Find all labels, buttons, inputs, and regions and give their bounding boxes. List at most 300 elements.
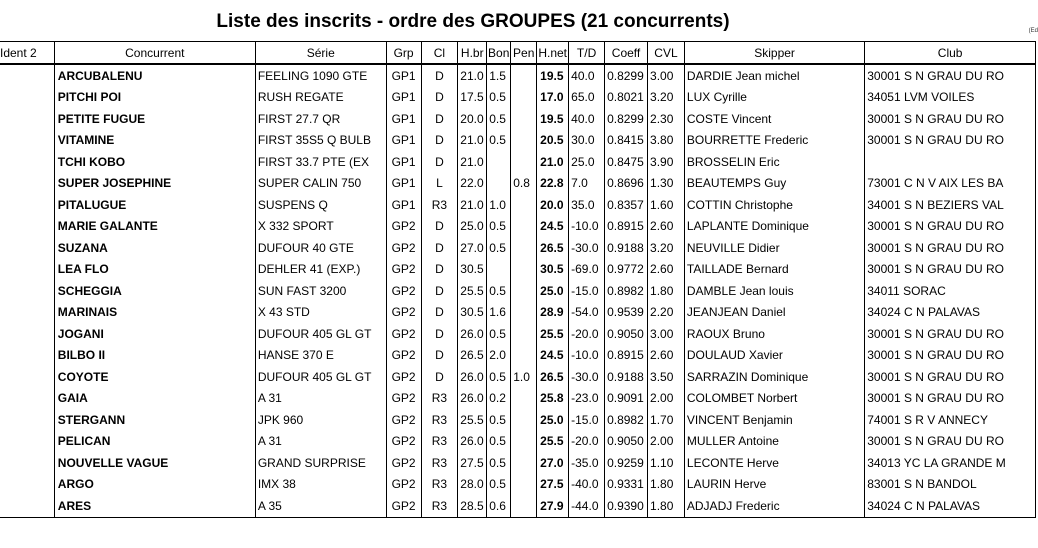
cell-cvl: 3.20 bbox=[648, 237, 685, 259]
cell-hbr: 21.0 bbox=[458, 64, 487, 87]
cell-pen bbox=[511, 452, 537, 474]
cell-club: 34024 C N PALAVAS bbox=[865, 495, 1036, 517]
cell-serie: FIRST 33.7 PTE (EX bbox=[255, 151, 386, 173]
cell-hnet: 19.5 bbox=[537, 64, 569, 87]
cell-ident bbox=[0, 237, 54, 259]
table-header-row bbox=[0, 42, 1036, 65]
table-row bbox=[0, 495, 1036, 517]
cell-hnet: 27.9 bbox=[537, 495, 569, 517]
cell-td: -15.0 bbox=[569, 280, 605, 302]
cell-td: 30.0 bbox=[569, 130, 605, 152]
cell-hnet: 24.5 bbox=[537, 216, 569, 238]
cell-pen bbox=[511, 130, 537, 152]
cell-cl: R3 bbox=[421, 388, 458, 410]
cell-skipper: NEUVILLE Didier bbox=[684, 237, 864, 259]
cell-ident bbox=[0, 151, 54, 173]
cell-serie: SUPER CALIN 750 bbox=[255, 173, 386, 195]
cell-concurrent: LEA FLO bbox=[54, 259, 255, 281]
cell-concurrent: MARINAIS bbox=[54, 302, 255, 324]
cell-bon: 1.5 bbox=[487, 64, 511, 87]
cell-club: 34024 C N PALAVAS bbox=[865, 302, 1036, 324]
cell-club bbox=[865, 151, 1036, 173]
cell-bon bbox=[487, 151, 511, 173]
cell-ident bbox=[0, 345, 54, 367]
cell-bon: 0.5 bbox=[487, 280, 511, 302]
cell-hbr: 25.5 bbox=[458, 280, 487, 302]
cell-club: 30001 S N GRAU DU RO bbox=[865, 366, 1036, 388]
cell-club: 30001 S N GRAU DU RO bbox=[865, 259, 1036, 281]
cell-hnet: 20.0 bbox=[537, 194, 569, 216]
cell-skipper: COTTIN Christophe bbox=[684, 194, 864, 216]
cell-serie: DUFOUR 405 GL GT bbox=[255, 323, 386, 345]
table-row bbox=[0, 302, 1036, 324]
cell-hbr: 25.5 bbox=[458, 409, 487, 431]
cell-grp: GP2 bbox=[386, 452, 421, 474]
cell-skipper: SARRAZIN Dominique bbox=[684, 366, 864, 388]
cell-pen bbox=[511, 259, 537, 281]
cell-cl: R3 bbox=[421, 409, 458, 431]
cell-cvl: 2.00 bbox=[648, 388, 685, 410]
cell-club: 34001 S N BEZIERS VAL bbox=[865, 194, 1036, 216]
table-row bbox=[0, 366, 1036, 388]
cell-concurrent: ARES bbox=[54, 495, 255, 517]
cell-skipper: MULLER Antoine bbox=[684, 431, 864, 453]
cell-concurrent: BILBO II bbox=[54, 345, 255, 367]
cell-hbr: 27.0 bbox=[458, 237, 487, 259]
col-header-cvl: CVL bbox=[648, 42, 685, 65]
cell-serie: DUFOUR 40 GTE bbox=[255, 237, 386, 259]
cell-td: 40.0 bbox=[569, 108, 605, 130]
cell-ident bbox=[0, 452, 54, 474]
cell-club: 30001 S N GRAU DU RO bbox=[865, 64, 1036, 87]
cell-hnet: 27.0 bbox=[537, 452, 569, 474]
cell-grp: GP2 bbox=[386, 474, 421, 496]
cell-cvl: 2.60 bbox=[648, 345, 685, 367]
col-header-ident: Ident 2 bbox=[0, 42, 54, 65]
cell-serie: X 332 SPORT bbox=[255, 216, 386, 238]
table-body bbox=[0, 64, 1036, 517]
cell-pen bbox=[511, 431, 537, 453]
cell-hnet: 25.0 bbox=[537, 409, 569, 431]
cell-serie: RUSH REGATE bbox=[255, 87, 386, 109]
table-row bbox=[0, 431, 1036, 453]
cell-td: -30.0 bbox=[569, 366, 605, 388]
cell-club: 73001 C N V AIX LES BA bbox=[865, 173, 1036, 195]
cell-cvl: 3.80 bbox=[648, 130, 685, 152]
cell-cvl: 1.70 bbox=[648, 409, 685, 431]
cell-ident bbox=[0, 388, 54, 410]
cell-hbr: 26.0 bbox=[458, 366, 487, 388]
cell-td: -54.0 bbox=[569, 302, 605, 324]
cell-td: -10.0 bbox=[569, 216, 605, 238]
cell-cvl: 2.60 bbox=[648, 259, 685, 281]
col-header-serie: Série bbox=[255, 42, 386, 65]
table-row bbox=[0, 452, 1036, 474]
cell-ident bbox=[0, 108, 54, 130]
table-row bbox=[0, 388, 1036, 410]
cell-concurrent: JOGANI bbox=[54, 323, 255, 345]
cell-skipper: COSTE Vincent bbox=[684, 108, 864, 130]
cell-coeff: 0.8982 bbox=[605, 280, 648, 302]
cell-td: -44.0 bbox=[569, 495, 605, 517]
cell-cl: R3 bbox=[421, 495, 458, 517]
cell-cvl: 1.80 bbox=[648, 495, 685, 517]
cell-serie: SUSPENS Q bbox=[255, 194, 386, 216]
cell-ident bbox=[0, 323, 54, 345]
cell-hnet: 25.5 bbox=[537, 431, 569, 453]
table-row bbox=[0, 87, 1036, 109]
cell-cl: R3 bbox=[421, 194, 458, 216]
cell-hnet: 20.5 bbox=[537, 130, 569, 152]
cell-ident bbox=[0, 409, 54, 431]
cell-grp: GP2 bbox=[386, 345, 421, 367]
cell-club: 30001 S N GRAU DU RO bbox=[865, 108, 1036, 130]
cell-concurrent: ARCUBALENU bbox=[54, 64, 255, 87]
cell-grp: GP2 bbox=[386, 237, 421, 259]
cell-coeff: 0.9390 bbox=[605, 495, 648, 517]
col-header-coeff: Coeff bbox=[605, 42, 648, 65]
cell-hnet: 21.0 bbox=[537, 151, 569, 173]
cell-pen bbox=[511, 194, 537, 216]
cell-coeff: 0.8696 bbox=[605, 173, 648, 195]
cell-hbr: 26.0 bbox=[458, 323, 487, 345]
cell-hbr: 28.0 bbox=[458, 474, 487, 496]
cell-serie: GRAND SURPRISE bbox=[255, 452, 386, 474]
cell-coeff: 0.8299 bbox=[605, 64, 648, 87]
cell-td: -69.0 bbox=[569, 259, 605, 281]
cell-grp: GP2 bbox=[386, 302, 421, 324]
cell-skipper: DOULAUD Xavier bbox=[684, 345, 864, 367]
cell-hbr: 30.5 bbox=[458, 302, 487, 324]
table-row bbox=[0, 151, 1036, 173]
cell-serie: HANSE 370 E bbox=[255, 345, 386, 367]
cell-pen bbox=[511, 216, 537, 238]
cell-cl: D bbox=[421, 345, 458, 367]
cell-hnet: 30.5 bbox=[537, 259, 569, 281]
cell-hbr: 21.0 bbox=[458, 194, 487, 216]
cell-pen: 1.0 bbox=[511, 366, 537, 388]
cell-bon: 0.5 bbox=[487, 237, 511, 259]
cell-concurrent: TCHI KOBO bbox=[54, 151, 255, 173]
edition-note: (Ed bbox=[1028, 28, 1038, 34]
cell-bon: 0.5 bbox=[487, 323, 511, 345]
cell-ident bbox=[0, 366, 54, 388]
table-row bbox=[0, 409, 1036, 431]
page-title: Liste des inscrits - ordre des GROUPES (21 concurrents) bbox=[216, 11, 730, 32]
col-header-cl: Cl bbox=[421, 42, 458, 65]
cell-grp: GP1 bbox=[386, 64, 421, 87]
cell-cvl: 3.50 bbox=[648, 366, 685, 388]
cell-td: -30.0 bbox=[569, 237, 605, 259]
cell-skipper: RAOUX Bruno bbox=[684, 323, 864, 345]
cell-club: 30001 S N GRAU DU RO bbox=[865, 345, 1036, 367]
cell-pen bbox=[511, 302, 537, 324]
cell-td: 65.0 bbox=[569, 87, 605, 109]
cell-grp: GP2 bbox=[386, 409, 421, 431]
table-row bbox=[0, 173, 1036, 195]
cell-skipper: LUX Cyrille bbox=[684, 87, 864, 109]
table-row bbox=[0, 323, 1036, 345]
cell-hbr: 17.5 bbox=[458, 87, 487, 109]
cell-concurrent: MARIE GALANTE bbox=[54, 216, 255, 238]
cell-skipper: DAMBLE Jean louis bbox=[684, 280, 864, 302]
cell-club: 30001 S N GRAU DU RO bbox=[865, 431, 1036, 453]
cell-bon: 0.5 bbox=[487, 431, 511, 453]
cell-cl: R3 bbox=[421, 431, 458, 453]
cell-concurrent: VITAMINE bbox=[54, 130, 255, 152]
cell-pen bbox=[511, 87, 537, 109]
cell-ident bbox=[0, 302, 54, 324]
cell-bon: 0.5 bbox=[487, 216, 511, 238]
cell-bon: 1.6 bbox=[487, 302, 511, 324]
cell-club: 30001 S N GRAU DU RO bbox=[865, 388, 1036, 410]
table-row bbox=[0, 108, 1036, 130]
cell-grp: GP1 bbox=[386, 87, 421, 109]
cell-concurrent: NOUVELLE VAGUE bbox=[54, 452, 255, 474]
cell-concurrent: PITALUGUE bbox=[54, 194, 255, 216]
cell-cl: D bbox=[421, 216, 458, 238]
cell-cvl: 1.80 bbox=[648, 280, 685, 302]
cell-serie: A 31 bbox=[255, 431, 386, 453]
cell-serie: FIRST 35S5 Q BULB bbox=[255, 130, 386, 152]
cell-cl: D bbox=[421, 366, 458, 388]
cell-hnet: 24.5 bbox=[537, 345, 569, 367]
cell-cl: D bbox=[421, 280, 458, 302]
cell-concurrent: PELICAN bbox=[54, 431, 255, 453]
cell-td: 25.0 bbox=[569, 151, 605, 173]
cell-cl: L bbox=[421, 173, 458, 195]
cell-bon bbox=[487, 173, 511, 195]
cell-hbr: 28.5 bbox=[458, 495, 487, 517]
cell-hbr: 20.0 bbox=[458, 108, 487, 130]
table-row bbox=[0, 194, 1036, 216]
cell-hnet: 27.5 bbox=[537, 474, 569, 496]
table-row bbox=[0, 64, 1036, 87]
cell-skipper: LAPLANTE Dominique bbox=[684, 216, 864, 238]
cell-club: 30001 S N GRAU DU RO bbox=[865, 216, 1036, 238]
cell-bon: 0.5 bbox=[487, 409, 511, 431]
cell-club: 30001 S N GRAU DU RO bbox=[865, 130, 1036, 152]
cell-skipper: BOURRETTE Frederic bbox=[684, 130, 864, 152]
cell-club: 34011 SORAC bbox=[865, 280, 1036, 302]
table-row bbox=[0, 474, 1036, 496]
cell-coeff: 0.9188 bbox=[605, 366, 648, 388]
cell-ident bbox=[0, 216, 54, 238]
cell-serie: DUFOUR 405 GL GT bbox=[255, 366, 386, 388]
cell-ident bbox=[0, 130, 54, 152]
cell-serie: IMX 38 bbox=[255, 474, 386, 496]
cell-pen bbox=[511, 495, 537, 517]
cell-hnet: 28.9 bbox=[537, 302, 569, 324]
cell-td: -15.0 bbox=[569, 409, 605, 431]
cell-hnet: 26.5 bbox=[537, 237, 569, 259]
col-header-bon: Bon bbox=[487, 42, 511, 65]
cell-td: -20.0 bbox=[569, 323, 605, 345]
cell-skipper: DARDIE Jean michel bbox=[684, 64, 864, 87]
cell-cl: D bbox=[421, 259, 458, 281]
cell-bon: 0.5 bbox=[487, 87, 511, 109]
cell-pen bbox=[511, 474, 537, 496]
cell-td: -23.0 bbox=[569, 388, 605, 410]
cell-concurrent: SCHEGGIA bbox=[54, 280, 255, 302]
col-header-club: Club bbox=[865, 42, 1036, 65]
cell-serie: A 31 bbox=[255, 388, 386, 410]
cell-cvl: 1.60 bbox=[648, 194, 685, 216]
cell-td: -40.0 bbox=[569, 474, 605, 496]
cell-bon bbox=[487, 259, 511, 281]
cell-grp: GP2 bbox=[386, 323, 421, 345]
cell-serie: FEELING 1090 GTE bbox=[255, 64, 386, 87]
cell-cl: R3 bbox=[421, 452, 458, 474]
cell-club: 74001 S R V ANNECY bbox=[865, 409, 1036, 431]
cell-cl: D bbox=[421, 64, 458, 87]
cell-bon: 0.5 bbox=[487, 474, 511, 496]
cell-serie: X 43 STD bbox=[255, 302, 386, 324]
cell-coeff: 0.8982 bbox=[605, 409, 648, 431]
cell-hbr: 22.0 bbox=[458, 173, 487, 195]
col-header-hnet: H.net bbox=[537, 42, 569, 65]
cell-cvl: 1.30 bbox=[648, 173, 685, 195]
cell-ident bbox=[0, 280, 54, 302]
cell-grp: GP2 bbox=[386, 431, 421, 453]
table-row bbox=[0, 259, 1036, 281]
cell-hbr: 21.0 bbox=[458, 151, 487, 173]
cell-hbr: 26.5 bbox=[458, 345, 487, 367]
cell-cvl: 2.60 bbox=[648, 216, 685, 238]
cell-cl: D bbox=[421, 151, 458, 173]
cell-skipper: ADJADJ Frederic bbox=[684, 495, 864, 517]
cell-concurrent: GAIA bbox=[54, 388, 255, 410]
cell-coeff: 0.9050 bbox=[605, 431, 648, 453]
cell-cl: D bbox=[421, 87, 458, 109]
cell-cvl: 3.20 bbox=[648, 87, 685, 109]
cell-ident bbox=[0, 495, 54, 517]
cell-cvl: 1.10 bbox=[648, 452, 685, 474]
cell-pen bbox=[511, 323, 537, 345]
cell-grp: GP1 bbox=[386, 130, 421, 152]
cell-pen: 0.8 bbox=[511, 173, 537, 195]
cell-ident bbox=[0, 64, 54, 87]
cell-pen bbox=[511, 237, 537, 259]
cell-bon: 0.5 bbox=[487, 108, 511, 130]
cell-hnet: 22.8 bbox=[537, 173, 569, 195]
col-header-hbr: H.br bbox=[458, 42, 487, 65]
cell-cvl: 1.80 bbox=[648, 474, 685, 496]
cell-concurrent: PETITE FUGUE bbox=[54, 108, 255, 130]
cell-skipper: LECONTE Herve bbox=[684, 452, 864, 474]
col-header-concurrent: Concurrent bbox=[54, 42, 255, 65]
cell-grp: GP1 bbox=[386, 173, 421, 195]
cell-hbr: 26.0 bbox=[458, 431, 487, 453]
cell-hbr: 25.0 bbox=[458, 216, 487, 238]
cell-serie: FIRST 27.7 QR bbox=[255, 108, 386, 130]
cell-skipper: TAILLADE Bernard bbox=[684, 259, 864, 281]
cell-coeff: 0.9539 bbox=[605, 302, 648, 324]
cell-coeff: 0.9259 bbox=[605, 452, 648, 474]
cell-grp: GP1 bbox=[386, 151, 421, 173]
cell-coeff: 0.9091 bbox=[605, 388, 648, 410]
col-header-td: T/D bbox=[569, 42, 605, 65]
cell-concurrent: COYOTE bbox=[54, 366, 255, 388]
col-header-pen: Pen bbox=[511, 42, 537, 65]
cell-hnet: 25.8 bbox=[537, 388, 569, 410]
cell-concurrent: SUPER JOSEPHINE bbox=[54, 173, 255, 195]
cell-grp: GP2 bbox=[386, 259, 421, 281]
cell-ident bbox=[0, 474, 54, 496]
cell-bon: 0.5 bbox=[487, 366, 511, 388]
cell-td: -20.0 bbox=[569, 431, 605, 453]
cell-bon: 0.6 bbox=[487, 495, 511, 517]
cell-pen bbox=[511, 409, 537, 431]
cell-hbr: 30.5 bbox=[458, 259, 487, 281]
cell-cvl: 2.30 bbox=[648, 108, 685, 130]
cell-grp: GP1 bbox=[386, 194, 421, 216]
cell-td: 35.0 bbox=[569, 194, 605, 216]
cell-coeff: 0.8415 bbox=[605, 130, 648, 152]
table-row bbox=[0, 280, 1036, 302]
col-header-skipper: Skipper bbox=[684, 42, 864, 65]
cell-coeff: 0.8299 bbox=[605, 108, 648, 130]
cell-coeff: 0.9772 bbox=[605, 259, 648, 281]
cell-hnet: 17.0 bbox=[537, 87, 569, 109]
cell-cl: R3 bbox=[421, 474, 458, 496]
cell-hbr: 27.5 bbox=[458, 452, 487, 474]
table-row bbox=[0, 345, 1036, 367]
cell-skipper: LAURIN Herve bbox=[684, 474, 864, 496]
cell-concurrent: ARGO bbox=[54, 474, 255, 496]
cell-concurrent: SUZANA bbox=[54, 237, 255, 259]
cell-concurrent: STERGANN bbox=[54, 409, 255, 431]
cell-cvl: 3.00 bbox=[648, 323, 685, 345]
cell-pen bbox=[511, 64, 537, 87]
cell-coeff: 0.8915 bbox=[605, 345, 648, 367]
cell-grp: GP2 bbox=[386, 280, 421, 302]
cell-serie: SUN FAST 3200 bbox=[255, 280, 386, 302]
cell-club: 30001 S N GRAU DU RO bbox=[865, 323, 1036, 345]
cell-td: 40.0 bbox=[569, 64, 605, 87]
cell-cvl: 3.90 bbox=[648, 151, 685, 173]
cell-cl: D bbox=[421, 237, 458, 259]
cell-hnet: 26.5 bbox=[537, 366, 569, 388]
cell-cvl: 2.20 bbox=[648, 302, 685, 324]
cell-skipper: VINCENT Benjamin bbox=[684, 409, 864, 431]
cell-coeff: 0.8357 bbox=[605, 194, 648, 216]
cell-td: -10.0 bbox=[569, 345, 605, 367]
cell-skipper: BEAUTEMPS Guy bbox=[684, 173, 864, 195]
cell-pen bbox=[511, 388, 537, 410]
cell-coeff: 0.8475 bbox=[605, 151, 648, 173]
cell-coeff: 0.8915 bbox=[605, 216, 648, 238]
col-header-grp: Grp bbox=[386, 42, 421, 65]
cell-ident bbox=[0, 87, 54, 109]
cell-ident bbox=[0, 173, 54, 195]
cell-skipper: COLOMBET Norbert bbox=[684, 388, 864, 410]
cell-club: 34051 LVM VOILES bbox=[865, 87, 1036, 109]
cell-club: 30001 S N GRAU DU RO bbox=[865, 237, 1036, 259]
entries-table bbox=[0, 41, 1036, 518]
cell-hbr: 21.0 bbox=[458, 130, 487, 152]
cell-ident bbox=[0, 259, 54, 281]
cell-coeff: 0.8021 bbox=[605, 87, 648, 109]
cell-concurrent: PITCHI POI bbox=[54, 87, 255, 109]
cell-cl: D bbox=[421, 130, 458, 152]
cell-cl: D bbox=[421, 323, 458, 345]
cell-grp: GP2 bbox=[386, 388, 421, 410]
cell-coeff: 0.9331 bbox=[605, 474, 648, 496]
cell-cvl: 3.00 bbox=[648, 64, 685, 87]
cell-ident bbox=[0, 431, 54, 453]
cell-grp: GP2 bbox=[386, 366, 421, 388]
